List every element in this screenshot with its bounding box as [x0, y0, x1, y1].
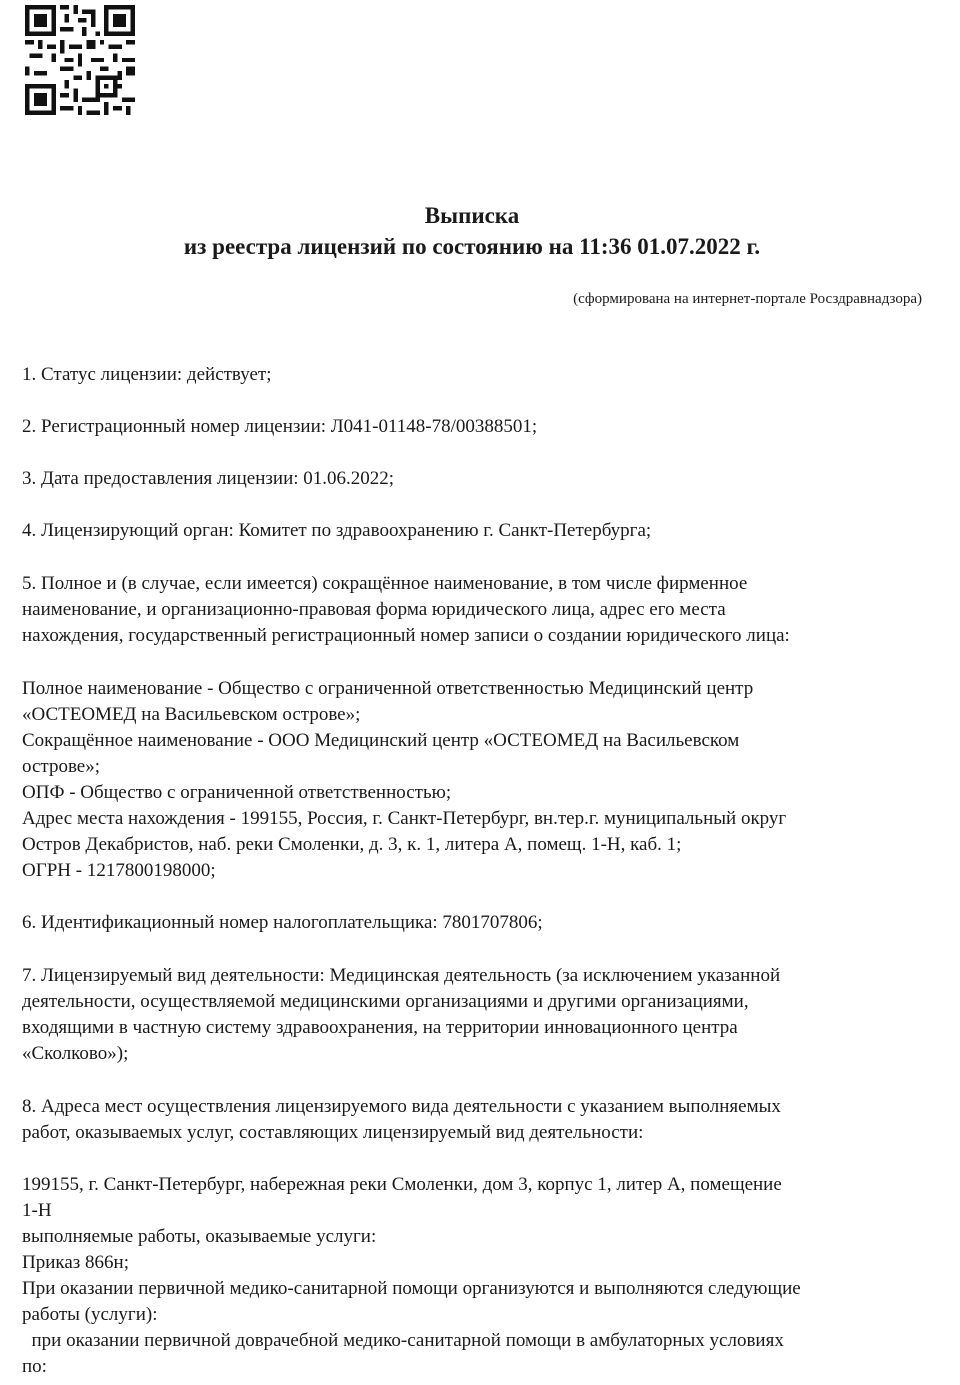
place-detail-line: работы (услуги):: [22, 1304, 158, 1325]
activity-line: входящими в частную систему здравоохранения, на территории инновационного центра: [22, 1017, 738, 1038]
place-detail-line: 199155, г. Санкт-Петербург, набережная реки Смоленки, дом 3, корпус 1, литер А, помещение: [22, 1174, 782, 1195]
org-detail-line: ОГРН - 1217800198000;: [22, 860, 216, 881]
activity-line: 7. Лицензируемый вид деятельности: Медицинская деятельность (за исключением указанной: [22, 965, 781, 986]
name-intro-line: нахождения, государственный регистрационный номер записи о создании юридического лица:: [22, 625, 790, 646]
place-detail-line: 1-Н: [22, 1200, 52, 1221]
places-intro-line: работ, оказываемых услуг, составляющих лицензируемый вид деятельности:: [22, 1122, 644, 1143]
license-date: 3. Дата предоставления лицензии: 01.06.2022;: [22, 468, 395, 489]
org-detail-line: «ОСТЕОМЕД на Васильевском острове»;: [22, 704, 361, 725]
name-intro-line: 5. Полное и (в случае, если имеется) сокращённое наименование, в том числе фирменное: [22, 573, 748, 594]
org-detail-line: Сокращённое наименование - ООО Медицинский центр «ОСТЕОМЕД на Васильевском: [22, 730, 740, 751]
license-status: 1. Статус лицензии: действует;: [22, 364, 272, 385]
qr-code-icon: [25, 5, 135, 115]
org-detail-line: Остров Декабристов, наб. реки Смоленки, д. 3, к. 1, литера А, помещ. 1-Н, каб. 1;: [22, 834, 682, 855]
name-intro-line: наименование, и организационно-правовая форма юридического лица, адрес его места: [22, 599, 726, 620]
place-detail-line: по:: [22, 1356, 47, 1377]
place-detail-line: при оказании первичной доврачебной медико-санитарной помощи в амбулаторных условиях: [22, 1330, 784, 1351]
activity-line: «Сколково»);: [22, 1043, 129, 1064]
org-detail-line: Полное наименование - Общество с ограниченной ответственностью Медицинский центр: [22, 678, 754, 699]
document-subtitle: из реестра лицензий по состоянию на 11:36 01.07.2022 г.: [183, 234, 761, 259]
license-reg-number: 2. Регистрационный номер лицензии: Л041-01148-78/00388501;: [22, 416, 538, 437]
place-detail-line: При оказании первичной медико-санитарной помощи организуются и выполняются следующие: [22, 1278, 801, 1299]
org-detail-line: ОПФ - Общество с ограниченной ответственностью;: [22, 782, 452, 803]
org-detail-line: Адрес места нахождения - 199155, Россия, г. Санкт-Петербург, вн.тер.г. муниципальный округ: [22, 808, 787, 829]
place-detail-line: Приказ 866н;: [22, 1252, 129, 1273]
places-intro-line: 8. Адреса мест осуществления лицензируемого вида деятельности с указанием выполняемых: [22, 1096, 781, 1117]
document-title: Выписка: [424, 203, 520, 228]
licensing-authority: 4. Лицензирующий орган: Комитет по здравоохранению г. Санкт-Петербурга;: [22, 520, 652, 541]
org-detail-line: острове»;: [22, 756, 101, 777]
activity-line: деятельности, осуществляемой медицинскими организациями и другими организациями,: [22, 991, 749, 1012]
place-detail-line: выполняемые работы, оказываемые услуги:: [22, 1226, 377, 1247]
taxpayer-id: 6. Идентификационный номер налогоплательщика: 7801707806;: [22, 912, 543, 933]
source-note: (сформирована на интернет-портале Росздравнадзора): [573, 291, 922, 307]
